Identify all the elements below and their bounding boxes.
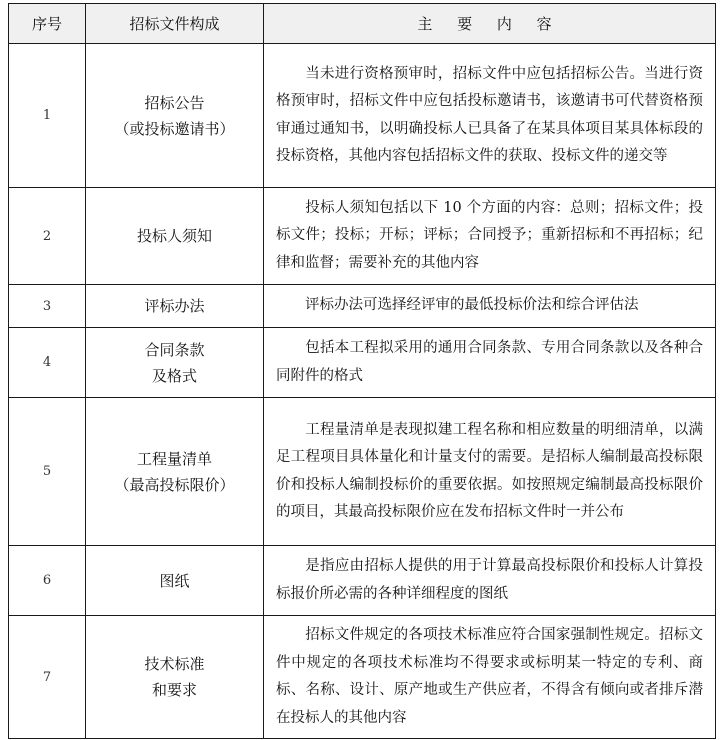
table-row: [9, 285, 716, 328]
table-row: [9, 616, 716, 739]
content-text: 是指应由招标人提供的用于计算最高投标限价和投标人计算投标报价所必需的各种详细程度的图纸: [276, 558, 703, 602]
name-line: 合同条款: [144, 340, 205, 359]
row-number: 5: [9, 398, 86, 546]
name-line: 投标人须知: [136, 227, 212, 245]
name-line: 及格式: [151, 366, 197, 385]
main-content: [264, 285, 716, 328]
component-name: [86, 616, 264, 739]
content-text: 招标文件规定的各项技术标准应符合国家强制性规定。招标文件中规定的各项技术标准均不得要求或标明某一特定的专利、商标、名称、设计、原产地或生产供应者，不得含有倾向或者排斥潜在投标人的其他内容: [276, 627, 703, 726]
content-text: 当未进行资格预审时，招标文件中应包括招标公告。当进行资格预审时，招标文件中应包括投标邀请书，该邀请书可代替资格预审通过通知书，以明确投标人已具备了在某具体项目某具体标段的投标资格，其他内容包括招标文件的获取、投标文件的递交等: [276, 65, 703, 164]
row-number: 1: [9, 44, 86, 188]
tender-documents-table: [8, 3, 716, 739]
header-no: 序号: [9, 4, 86, 44]
main-content: [264, 398, 716, 546]
header-name: 招标文件构成: [86, 4, 264, 44]
name-line: 技术标准: [144, 655, 205, 673]
content-text: 包括本工程拟采用的通用合同条款、专用合同条款以及各种合同附件的格式: [276, 340, 703, 384]
table-row: [9, 398, 716, 546]
row-number: 7: [9, 616, 86, 739]
content-text: 评标办法可选择经评审的最低投标价法和综合评估法: [305, 297, 639, 314]
table-row: [9, 546, 716, 616]
header-content: 主 要 内 容: [264, 4, 716, 44]
name-line: 评标办法: [144, 297, 205, 315]
component-name: [86, 285, 264, 328]
row-number: 6: [9, 546, 86, 616]
content-text: 工程量清单是表现拟建工程名称和相应数量的明细清单，以满足工程项目具体量化和计量支付的需要。是招标人编制最高投标限价和投标人编制投标价的重要依据。如按照规定编制最高投标限价的项目，其最高投标限价应在发布招标文件时一并公布: [276, 421, 703, 520]
component-name: [86, 546, 264, 616]
row-number: 2: [9, 188, 86, 285]
main-content: [264, 546, 716, 616]
row-number: 3: [9, 285, 86, 328]
component-name: [86, 398, 264, 546]
table-row: [9, 188, 716, 285]
name-line: 招标公告: [144, 93, 205, 112]
name-line: 和要求: [151, 681, 197, 699]
main-content: [264, 188, 716, 285]
table-row: [9, 44, 716, 188]
name-line: （或投标邀请书）: [114, 119, 235, 138]
row-number: 4: [9, 328, 86, 398]
main-content: [264, 616, 716, 739]
name-line: 图纸: [159, 571, 190, 590]
content-text: 投标人须知包括以下 10 个方面的内容：总则；招标文件；投标文件；投标；开标；评标；合同授予；重新招标和不再招标；纪律和监督；需要补充的其他内容: [276, 199, 703, 271]
component-name: [86, 188, 264, 285]
name-line: （最高投标限价）: [114, 475, 235, 494]
header-row: [9, 4, 716, 44]
component-name: [86, 328, 264, 398]
name-line: 工程量清单: [136, 449, 212, 468]
table-row: [9, 328, 716, 398]
main-content: [264, 44, 716, 188]
component-name: [86, 44, 264, 188]
main-content: [264, 328, 716, 398]
